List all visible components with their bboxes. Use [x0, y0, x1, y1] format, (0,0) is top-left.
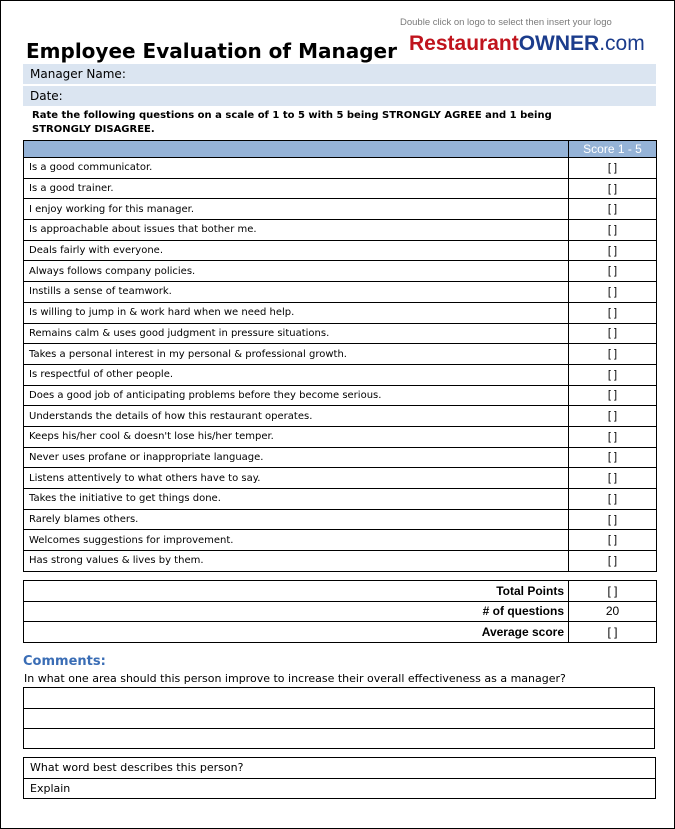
question-text: Takes the initiative to get things done. — [24, 489, 569, 510]
score-input[interactable]: [ ] — [569, 551, 657, 572]
questions-header-row — [24, 141, 657, 158]
question-row — [24, 551, 657, 572]
header-blank-cell — [24, 141, 569, 158]
question-row — [24, 468, 657, 489]
improvement-answer-lines[interactable] — [23, 687, 655, 749]
describe-question: What word best describes this person? — [24, 758, 656, 779]
average-score-row — [24, 622, 657, 643]
question-row — [24, 282, 657, 303]
explain-label: Explain — [24, 778, 656, 799]
question-text: Always follows company policies. — [24, 261, 569, 282]
date-field[interactable] — [23, 86, 656, 106]
question-text: Takes a personal interest in my personal & professional growth. — [24, 344, 569, 365]
describe-row[interactable] — [24, 758, 656, 779]
improvement-question: In what one area should this person improve to increase their overall effectiveness as a manager? — [24, 672, 566, 685]
score-input[interactable]: [ ] — [569, 426, 657, 447]
score-input[interactable]: [ ] — [569, 530, 657, 551]
logo-text-com: .com — [599, 32, 645, 55]
score-input[interactable]: [ ] — [569, 509, 657, 530]
question-row — [24, 323, 657, 344]
question-text: Is respectful of other people. — [24, 364, 569, 385]
average-score-label: Average score — [24, 622, 569, 643]
score-input[interactable]: [ ] — [569, 199, 657, 220]
score-input[interactable]: [ ] — [569, 220, 657, 241]
question-text: Does a good job of anticipating problems before they become serious. — [24, 385, 569, 406]
manager-name-field[interactable] — [23, 64, 656, 84]
score-input[interactable]: [ ] — [569, 468, 657, 489]
score-input[interactable]: [ ] — [569, 158, 657, 179]
questions-table — [23, 140, 657, 572]
question-row — [24, 530, 657, 551]
question-row — [24, 364, 657, 385]
score-input[interactable]: [ ] — [569, 261, 657, 282]
describe-table — [23, 757, 656, 799]
question-row — [24, 406, 657, 427]
score-input[interactable]: [ ] — [569, 178, 657, 199]
answer-line — [24, 708, 654, 709]
question-text: Welcomes suggestions for improvement. — [24, 530, 569, 551]
question-row — [24, 261, 657, 282]
num-questions-row — [24, 601, 657, 622]
question-text: Remains calm & uses good judgment in pressure situations. — [24, 323, 569, 344]
total-points-field[interactable]: [ ] — [569, 581, 657, 602]
manager-name-label: Manager Name: — [30, 67, 126, 81]
logo-text-owner: OWNER — [518, 32, 600, 55]
score-input[interactable]: [ ] — [569, 240, 657, 261]
question-text: Keeps his/her cool & doesn't lose his/her temper. — [24, 426, 569, 447]
score-input[interactable]: [ ] — [569, 406, 657, 427]
question-row — [24, 199, 657, 220]
question-text: Never uses profane or inappropriate language. — [24, 447, 569, 468]
question-row — [24, 302, 657, 323]
totals-table — [23, 580, 657, 643]
question-text: I enjoy working for this manager. — [24, 199, 569, 220]
score-input[interactable]: [ ] — [569, 323, 657, 344]
num-questions-label: # of questions — [24, 601, 569, 622]
question-row — [24, 240, 657, 261]
question-text: Is a good communicator. — [24, 158, 569, 179]
question-row — [24, 220, 657, 241]
question-row — [24, 509, 657, 530]
question-text: Deals fairly with everyone. — [24, 240, 569, 261]
question-row — [24, 344, 657, 365]
restaurant-owner-logo[interactable] — [409, 32, 645, 56]
score-header: Score 1 - 5 — [569, 141, 657, 158]
comments-heading: Comments: — [23, 654, 106, 669]
num-questions-value: 20 — [569, 601, 657, 622]
question-text: Rarely blames others. — [24, 509, 569, 530]
question-row — [24, 489, 657, 510]
question-text: Has strong values & lives by them. — [24, 551, 569, 572]
average-score-field[interactable]: [ ] — [569, 622, 657, 643]
question-text: Listens attentively to what others have to say. — [24, 468, 569, 489]
question-row — [24, 447, 657, 468]
answer-line — [24, 728, 654, 729]
score-input[interactable]: [ ] — [569, 385, 657, 406]
question-row — [24, 158, 657, 179]
question-text: Is approachable about issues that bother me. — [24, 220, 569, 241]
question-text: Is willing to jump in & work hard when we need help. — [24, 302, 569, 323]
total-points-label: Total Points — [24, 581, 569, 602]
question-row — [24, 178, 657, 199]
score-input[interactable]: [ ] — [569, 282, 657, 303]
date-label: Date: — [30, 89, 63, 103]
explain-row[interactable] — [24, 778, 656, 799]
score-input[interactable]: [ ] — [569, 489, 657, 510]
score-input[interactable]: [ ] — [569, 447, 657, 468]
question-text: Understands the details of how this restaurant operates. — [24, 406, 569, 427]
question-row — [24, 385, 657, 406]
question-text: Instills a sense of teamwork. — [24, 282, 569, 303]
score-input[interactable]: [ ] — [569, 344, 657, 365]
score-input[interactable]: [ ] — [569, 364, 657, 385]
logo-text-restaurant: Restaurant — [409, 32, 519, 55]
question-row — [24, 426, 657, 447]
total-points-row — [24, 581, 657, 602]
score-input[interactable]: [ ] — [569, 302, 657, 323]
page-title: Employee Evaluation of Manager — [26, 39, 397, 63]
question-text: Is a good trainer. — [24, 178, 569, 199]
instructions: Rate the following questions on a scale of 1 to 5 with 5 being STRONGLY AGREE and 1 being STRONGLY DISAGREE. — [32, 110, 552, 135]
logo-hint: Double click on logo to select then insert your logo — [400, 17, 612, 28]
